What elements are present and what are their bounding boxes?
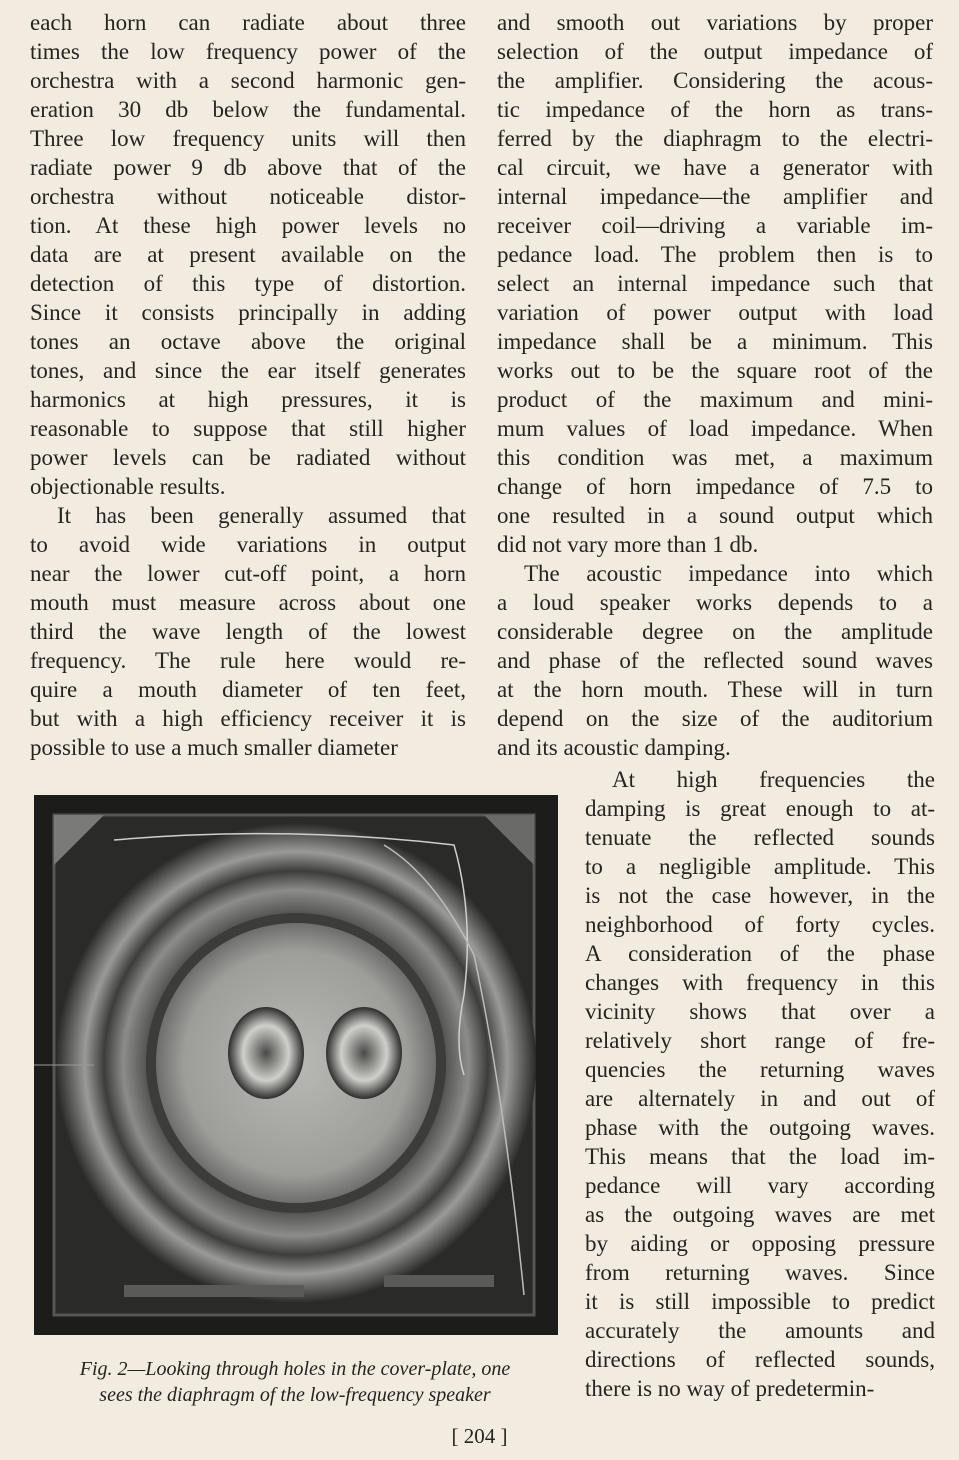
text-line: Since it consists principally in adding — [30, 300, 466, 325]
text-line: third the wave length of the lowest — [30, 619, 466, 644]
left-column — [30, 8, 466, 762]
horn-photo-illustration — [34, 795, 558, 1335]
text-line: to a negligible amplitude. This — [585, 854, 935, 879]
text-line: quire a mouth diameter of ten feet, — [30, 677, 466, 702]
text-line: it is still impossible to predict — [585, 1289, 935, 1314]
text-line: depend on the size of the auditorium — [497, 706, 933, 731]
right-column — [497, 8, 933, 762]
text-line: ferred by the diaphragm to the electri- — [497, 126, 933, 151]
text-line: to avoid wide variations in output — [30, 532, 466, 557]
text-line: It has been generally assumed that — [57, 503, 466, 528]
text-line: tic impedance of the horn as trans- — [497, 97, 933, 122]
text-line: product of the maximum and mini- — [497, 387, 933, 412]
text-line: mum values of load impedance. When — [497, 416, 933, 441]
text-line: changes with frequency in this — [585, 970, 935, 995]
text-line: cal circuit, we have a generator with — [497, 155, 933, 180]
text-line: from returning waves. Since — [585, 1260, 935, 1285]
text-line: there is no way of predetermin- — [585, 1376, 875, 1401]
caption-line-1: Fig. 2—Looking through holes in the cover-plate, one — [79, 1358, 511, 1380]
text-line: did not vary more than 1 db. — [497, 532, 759, 557]
text-line: reasonable to suppose that still higher — [30, 416, 466, 441]
text-line: accurately the amounts and — [585, 1318, 935, 1343]
text-line: relatively short range of fre- — [585, 1028, 935, 1053]
text-line: one resulted in a sound output which — [497, 503, 933, 528]
text-line: eration 30 db below the fundamental. — [30, 97, 466, 122]
text-line: tenuate the reflected sounds — [585, 825, 935, 850]
text-line: vicinity shows that over a — [585, 999, 935, 1024]
text-line: orchestra without noticeable distor- — [30, 184, 466, 209]
text-line: mouth must measure across about one — [30, 590, 466, 615]
text-line: tion. At these high power levels no — [30, 213, 466, 238]
text-line: tones an octave above the original — [30, 329, 466, 354]
text-line: data are at present available on the — [30, 242, 466, 267]
text-line: neighborhood of forty cycles. — [585, 912, 935, 937]
text-line: power levels can be radiated without — [30, 445, 466, 470]
text-line: quencies the returning waves — [585, 1057, 935, 1082]
text-line: radiate power 9 db above that of the — [30, 155, 466, 180]
text-line: A consideration of the phase — [585, 941, 935, 966]
right-column-continuation — [585, 765, 935, 1403]
text-line: this condition was met, a maximum — [497, 445, 933, 470]
text-line: is not the case however, in the — [585, 883, 935, 908]
text-line: detection of this type of distortion. — [30, 271, 466, 296]
text-line: phase with the outgoing waves. — [585, 1115, 935, 1140]
text-line: harmonics at high pressures, it is — [30, 387, 466, 412]
text-line: and its acoustic damping. — [497, 735, 731, 760]
text-line: The acoustic impedance into which — [524, 561, 933, 586]
text-line: receiver coil—driving a variable im- — [497, 213, 933, 238]
text-line: frequency. The rule here would re- — [30, 648, 466, 673]
text-line: pedance will vary according — [585, 1173, 935, 1198]
text-line: change of horn impedance of 7.5 to — [497, 474, 933, 499]
text-line: Three low frequency units will then — [30, 126, 466, 151]
text-line: times the low frequency power of the — [30, 39, 466, 64]
text-line: possible to use a much smaller diameter — [30, 735, 398, 760]
text-line: each horn can radiate about three — [30, 10, 466, 35]
caption-line-2: sees the diaphragm of the low-frequency speaker — [99, 1384, 491, 1406]
text-line: select an internal impedance such that — [497, 271, 933, 296]
text-line: by aiding or opposing pressure — [585, 1231, 935, 1256]
text-line: objectionable results. — [30, 474, 226, 499]
text-line: orchestra with a second harmonic gen- — [30, 68, 466, 93]
text-line: at the horn mouth. These will in turn — [497, 677, 933, 702]
text-line: and phase of the reflected sound waves — [497, 648, 933, 673]
text-line: considerable degree on the amplitude — [497, 619, 933, 644]
text-line: impedance shall be a minimum. This — [497, 329, 933, 354]
text-line: works out to be the square root of the — [497, 358, 933, 383]
text-line: as the outgoing waves are met — [585, 1202, 935, 1227]
text-line: are alternately in and out of — [585, 1086, 935, 1111]
text-line: the amplifier. Considering the acous- — [497, 68, 933, 93]
text-line: This means that the load im- — [585, 1144, 935, 1169]
text-line: directions of reflected sounds, — [585, 1347, 935, 1372]
text-line: pedance load. The problem then is to — [497, 242, 933, 267]
text-line: tones, and since the ear itself generates — [30, 358, 466, 383]
text-line: damping is great enough to at- — [585, 796, 935, 821]
text-line: near the lower cut-off point, a horn — [30, 561, 466, 586]
text-line: but with a high efficiency receiver it is — [30, 706, 466, 731]
text-line: a loud speaker works depends to a — [497, 590, 933, 615]
figure-photo-horn-diaphragm — [34, 795, 558, 1335]
text-line: selection of the output impedance of — [497, 39, 933, 64]
text-line: At high frequencies the — [612, 767, 935, 792]
page-number: [ 204 ] — [451, 1424, 508, 1448]
text-line: variation of power output with load — [497, 300, 933, 325]
text-line: and smooth out variations by proper — [497, 10, 933, 35]
figure-caption — [28, 1356, 562, 1408]
text-line: internal impedance—the amplifier and — [497, 184, 933, 209]
